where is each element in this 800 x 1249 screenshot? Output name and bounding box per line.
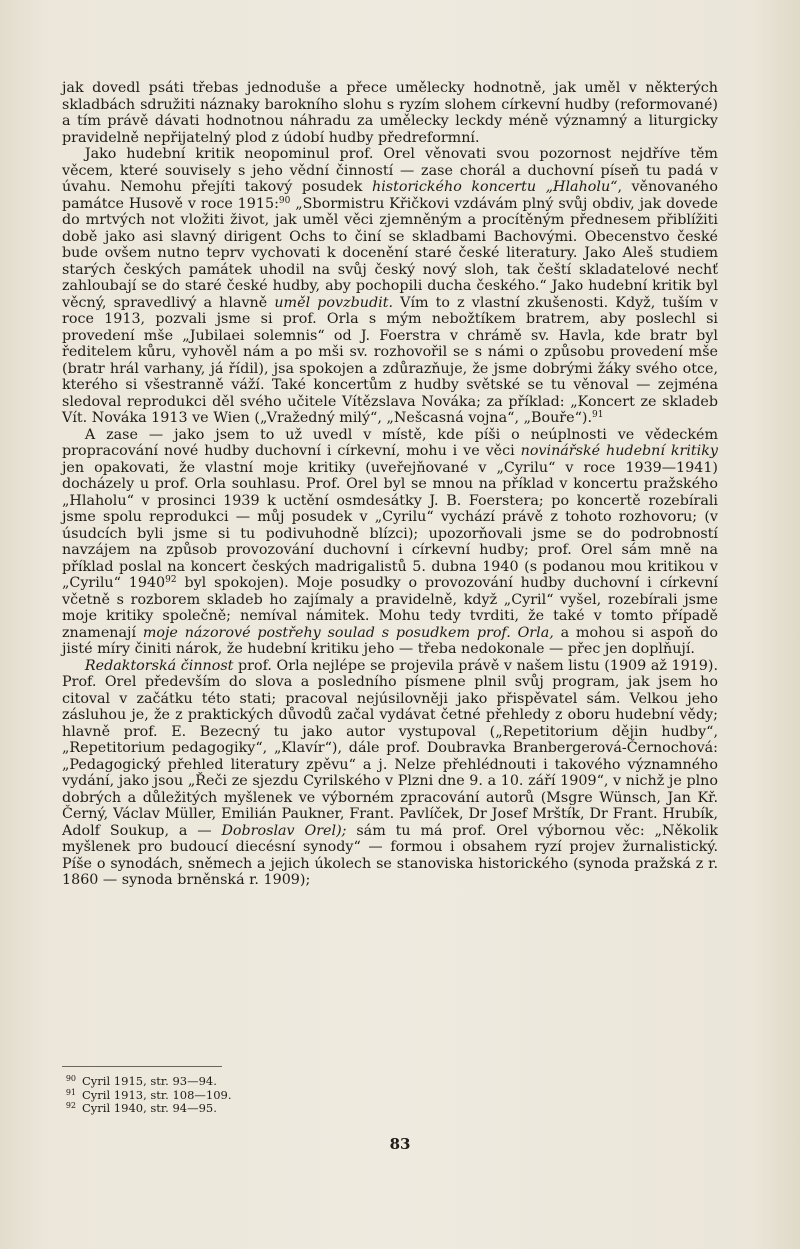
footnote-ref: 90 xyxy=(278,195,291,206)
footnote-text: Cyril 1915, str. 93—94. xyxy=(82,1074,217,1088)
body-text xyxy=(62,80,718,889)
footnote-number: 91 xyxy=(65,1087,76,1097)
footnote-text: Cyril 1913, str. 108—109. xyxy=(82,1087,232,1102)
paragraph xyxy=(62,427,718,658)
footnote-number: 90 xyxy=(65,1074,76,1083)
footnote xyxy=(62,1089,462,1103)
text-run: , věnovaného památce Husově v roce 1915: xyxy=(62,179,718,212)
text-run: Jako hudební kritik neopominul prof. Orel věnovati svou pozornost nejdříve těm věcem, které souvisely s jeho vědní činností — zase chorál a duchovní píseň tu padá v úvahu. Nemohu přejíti takový posudek xyxy=(62,146,718,195)
text-run: byl spokojen). Moje posudky o provozování hudby duchovní i církevní včetně s rozborem skladeb ho zajímaly a pravidelně, když „Cyril“ vyšel, rozebírali jsme moje kritiky společně; nemíval námitek. Mohu tedy tvrditi, že také v tomto případě znamenají xyxy=(62,575,718,641)
italic-text: Redaktorská činnost xyxy=(84,657,234,674)
text-run: a mohou si aspoň do jisté míry činiti nárok, že hudební kritiku jeho — třeba nedokonale — přec jen doplňují. xyxy=(62,624,718,657)
text-run: jak dovedl psáti třebas jednoduše a přece umělecky hodnotně, jak uměl v některých skladbách sdružiti náznaky barokního slohu s ryzím slohem církevní hudby (reformované) a tím právě dávati hodnotnou náhradu za umělecky leckdy méně významný a liturgicky pravidelně nepřijatelný plod z údobí hudby předreformní. xyxy=(62,80,718,146)
text-run: A zase — jako jsem to už uvedl v místě, kde píši o neúplnosti ve vědeckém propracování nové hudby duchovní i církevní, mohu i ve věci xyxy=(62,426,718,459)
footnote xyxy=(62,1102,462,1116)
italic-text: novinářské hudební kritiky xyxy=(520,443,718,459)
footnote-number: 92 xyxy=(65,1101,76,1110)
italic-text: uměl povzbudit. xyxy=(274,294,393,311)
footnote-text: Cyril 1940, str. 94—95. xyxy=(82,1101,217,1115)
italic-text: moje názorové postřehy soulad s posudkem prof. Orla, xyxy=(142,624,554,641)
page-number: 83 xyxy=(389,1135,411,1153)
footnote-ref: 91 xyxy=(592,410,604,420)
text-run: Vím to z vlastní zkušenosti. Když, tuším v roce 1913, pozvali jsme si prof. Orla s mým nebožtíkem bratrem, aby poslechl si provedení mše „Jubilaei solemnis“ od J. Foerstra v chrámě sv. Havla, kde bratr byl ředitelem kůru, vyhověl nám a po mši sv. rozhovořil se s námi o způsobu provedení mše (bratr hrál varhany, já řídil), jsa spokojen a zdůrazňuje, že jsme dobrými žáky svého otce, kterého si všestranně váží. Také koncertům z hudby světské se tu věnoval — zejména sledoval reprodukci děl svého učitele Vítězslava Nováka; za příklad: „Koncert ze skladeb Vít. Nováka 1913 ve Wien („Vražedný milý“, „Nešcasná vojna“, „Bouře“). xyxy=(62,294,718,426)
footnote-ref: 92 xyxy=(165,575,177,585)
paragraph xyxy=(62,658,718,889)
text-run: jen opakovati, že vlastní moje kritiky (uveřejňované v „Cyrilu“ v roce 1939—1941) docházely u prof. Orla souhlasu. Prof. Orel byl se mnou na příklad v koncertu pražského „Hlaholu“ v prosinci 1939 k uctění osmdesátky J. B. Foerstera; po koncertě rozebírali jsme spolu reprodukci — můj posudek v „Cyrilu“ vychází právě z tohoto rozhovoru; (v úsudcích byli jsme si tu podivuhodně blízci); upozorňovali jsme se do podrobností navzájem na způsob provozování duchovní i církevní hudby; prof. Orel sám mně na příklad poslal na koncert českých madrigalistů 5. dubna 1940 (s podanou mou kritikou v „Cyrilu“ 1940 xyxy=(62,459,718,591)
footnote-divider xyxy=(62,1066,222,1067)
italic-text: Dobroslav Orel); xyxy=(221,822,347,839)
italic-text: historického koncertu „Hlaholu“ xyxy=(372,179,618,195)
text-run: prof. Orla nejlépe se projevila právě v našem listu (1909 až 1919). Prof. Orel především do slova a posledního písmene plnil svůj program, jak jsem ho citoval v začátku této stati; pracoval nejúsilovněji jako přispěvatel sám. Velkou jeho zásluhou je, že z praktických důvodů začal vydávat četné přehledy z oboru hudební vědy; hlavně prof. E. Bezecný tu jako autor vystupoval („Repetitorium dějin hudby“, „Repetitorium pedagogiky“, „Klavír“), dále prof. Doubravka Branbergerová-Černochová: „Pedagogický přehled literatury zpěvu“ a j. Nelze přehlédnouti i takového významného vydání, jako jsou „Řeči ze sjezdu Cyrilského v Plzni dne 9. a 10. září 1909“, v nichž je plno dobrých a důležitých myšlenek ve výborném zpracování autorů (Msgre Wünsch, Jan Kř. Černý, Václav Müller, Emilián Paukner, Frant. Pavlíček, Dr Josef Mrštík, Dr Frant. Hrubík, Adolf Soukup, a — xyxy=(62,657,718,839)
footnote xyxy=(62,1075,462,1089)
paragraph xyxy=(62,80,718,146)
text-run: „Sbormistru Křičkovi vzdávám plný svůj obdiv, jak dovede do mrtvých not vložiti život, jak uměl věci zjemněným a procítěným přednesem přiblížiti době jako asi slavný dirigent Ochs to činí se skladbami Bachovými. Obecenstvo české bude ovšem nutno teprv vychovati k docenění staré české literatury. Jako Aleš studiem starých českých památek uhodil na svůj český nový sloh, tak čeští skladatelové nechť zahloubají se do staré české hudby, aby pochopili ducha českého.“ Jako hudební kritik byl věcný, spravedlivý a hlavně xyxy=(62,195,718,311)
paragraph xyxy=(62,146,718,427)
footnotes xyxy=(62,1075,462,1116)
text-run: sám tu má prof. Orel výbornou věc: „Několik myšlenek pro budoucí diecésní synody“ — formou i obsahem ryzí projev žurnalistický. Píše o synodách, sněmech a jejich úkolech se stanoviska historického (synoda pražská z r. 1860 — synoda brněnská r. 1909); xyxy=(62,822,718,888)
